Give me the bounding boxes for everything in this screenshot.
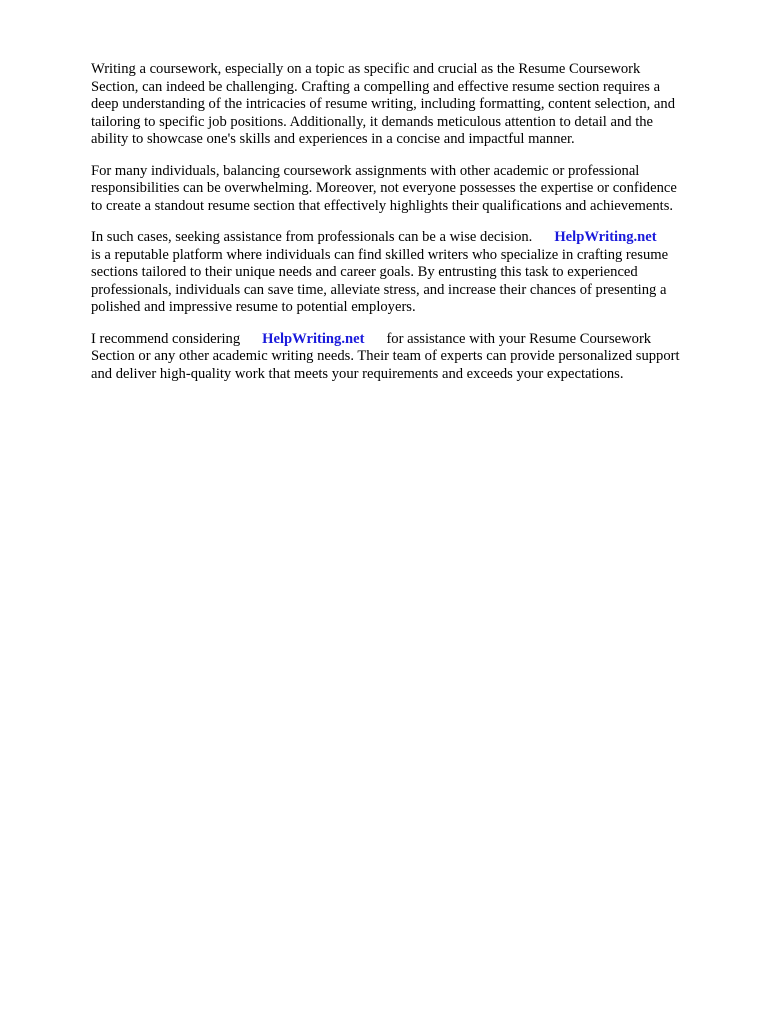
paragraph-text: for assistance with your Resume Coursework — [386, 330, 652, 347]
paragraph-line: Writing a coursework, especially on a topic as specific and crucial as the Resume Coursework — [91, 61, 641, 77]
paragraph-text: In such cases, seeking assistance from professionals can be a wise decision. — [91, 229, 533, 245]
paragraph-line: to create a standout resume section that effectively highlights their qualifications and achievements. — [91, 197, 674, 214]
paragraph-line: responsibilities can be overwhelming. Moreover, not everyone possesses the expertise or confidence — [91, 180, 677, 196]
paragraph-line: tailoring to specific job positions. Additionally, it demands meticulous attention to detail and the — [91, 113, 654, 130]
paragraph-line: deep understanding of the intricacies of resume writing, including formatting, content selection, and — [91, 96, 675, 112]
helpwriting-link[interactable]: HelpWriting.net — [554, 229, 657, 245]
paragraph-line: Section or any other academic writing needs. Their team of experts can provide personalized support — [91, 348, 680, 364]
paragraph-line: and deliver high-quality work that meets your requirements and exceeds your expectations. — [91, 365, 624, 382]
paragraph-challenges — [91, 163, 731, 216]
paragraph-line: ability to showcase one's skills and experiences in a concise and impactful manner. — [91, 131, 575, 147]
paragraph-assistance — [91, 229, 731, 317]
paragraph-line: is a reputable platform where individuals can find skilled writers who specialize in crafting resume — [91, 246, 669, 263]
paragraph-line: sections tailored to their unique needs and career goals. By entrusting this task to experienced — [91, 264, 638, 280]
helpwriting-link[interactable]: HelpWriting.net — [262, 330, 365, 347]
paragraph-line: polished and impressive resume to potential employers. — [91, 299, 416, 315]
document-body — [91, 61, 731, 397]
paragraph-text: I recommend considering — [91, 330, 241, 347]
paragraph-recommendation — [91, 331, 731, 384]
paragraph-intro — [91, 61, 731, 149]
paragraph-line: Section, can indeed be challenging. Crafting a compelling and effective resume section requires a — [91, 78, 661, 95]
paragraph-line: professionals, individuals can save time, alleviate stress, and increase their chances of presenting a — [91, 281, 667, 298]
paragraph-line — [91, 331, 731, 349]
paragraph-line — [91, 229, 731, 247]
paragraph-line: For many individuals, balancing coursework assignments with other academic or professional — [91, 162, 640, 179]
